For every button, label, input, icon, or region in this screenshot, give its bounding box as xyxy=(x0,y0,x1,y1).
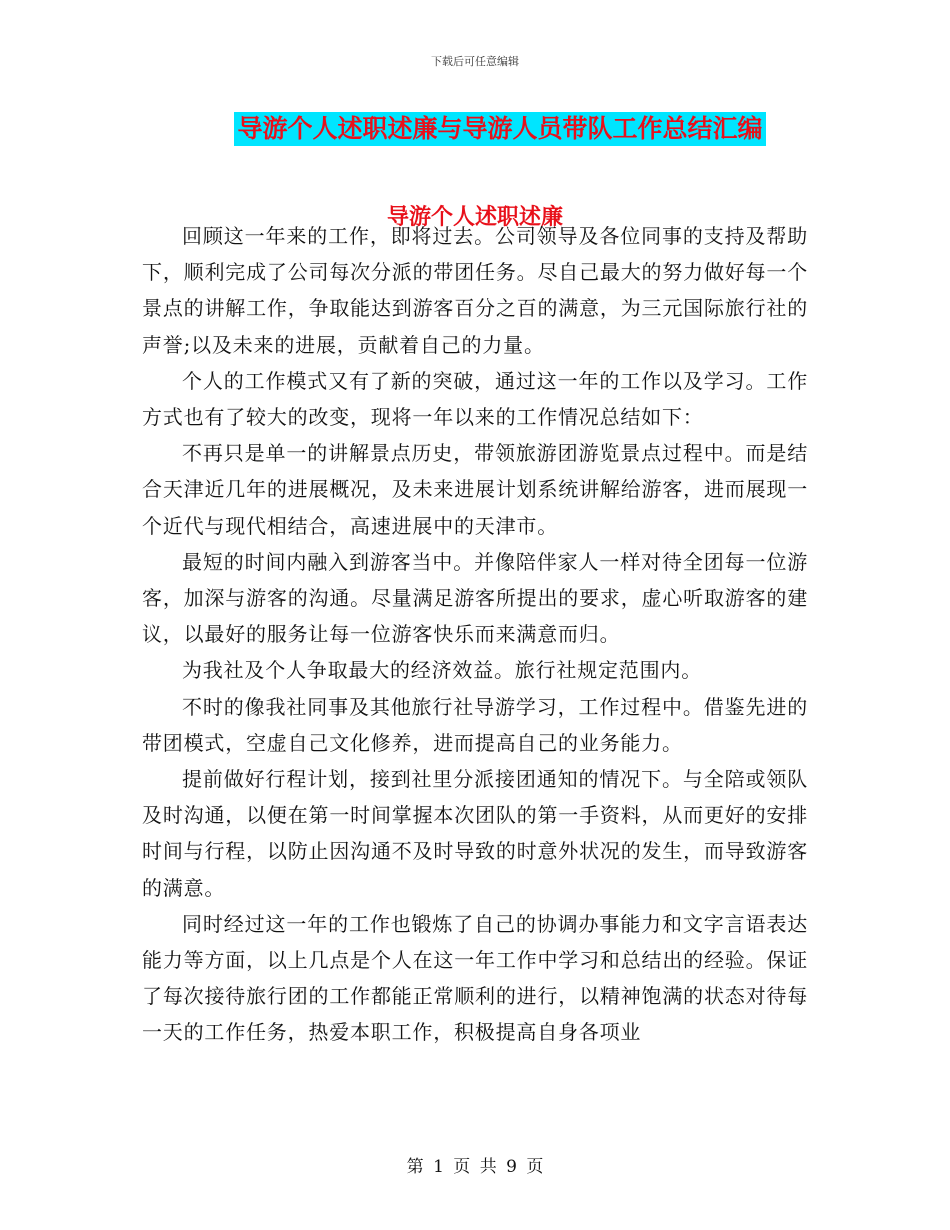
body-paragraph: 为我社及个人争取最大的经济效益。旅行社规定范围内。 xyxy=(182,658,702,683)
body-paragraph: 提前做好行程计划，接到社里分派接团通知的情况下。与全陪或领队及时沟通，以便在第一时间掌握本次团队的第一手资料，从而更好的安排时间与行程，以防止因沟通不及时导致的时意外状况的发生，而导致游客的满意。 xyxy=(142,767,808,900)
section-title: 导游个人述职述廉 xyxy=(386,204,563,230)
document-title-wrapper xyxy=(0,112,950,146)
body-paragraph: 个人的工作模式又有了新的突破，通过这一年的工作以及学习。工作方式也有了较大的改变，现将一年以来的工作情况总结如下： xyxy=(142,368,808,430)
body-paragraph: 不时的像我社同事及其他旅行社导游学习，工作过程中。借鉴先进的带团模式，空虚自己文化修养，进而提高自己的业务能力。 xyxy=(142,694,808,755)
page-footer: 第 1 页 共 9 页 xyxy=(406,1157,544,1177)
document-title: 导游个人述职述廉与导游人员带队工作总结汇编 xyxy=(234,112,765,146)
body-paragraph: 回顾这一年来的工作，即将过去。公司领导及各位同事的支持及帮助下，顺利完成了公司每次分派的带团任务。尽自己最大的努力做好每一个景点的讲解工作，争取能达到游客百分之百的满意，为三元国际旅行社的声誉;以及未来的进展，贡献着自己的力量。 xyxy=(142,224,808,357)
document-body xyxy=(142,218,808,1051)
body-paragraph: 同时经过这一年的工作也锻炼了自己的协调办事能力和文字言语表达能力等方面，以上几点是个人在这一年工作中学习和总结出的经验。保证了每次接待旅行团的工作都能正常顺利的进行，以精神饱满的状态对待每一天的工作任务，热爱本职工作，积极提高自身各项业 xyxy=(142,911,808,1045)
body-paragraph: 最短的时间内融入到游客当中。并像陪伴家人一样对待全团每一位游客，加深与游客的沟通。尽量满足游客所提出的要求，虚心听取游客的建议，以最好的服务让每一位游客快乐而来满意而归。 xyxy=(142,549,808,647)
body-paragraph: 不再只是单一的讲解景点历史，带领旅游团游览景点过程中。而是结合天津近几年的进展概况，及未来进展计划系统讲解给游客，进而展现一个近代与现代相结合，高速进展中的天津市。 xyxy=(142,441,808,538)
header-note: 下载后可任意编辑 xyxy=(431,55,519,68)
